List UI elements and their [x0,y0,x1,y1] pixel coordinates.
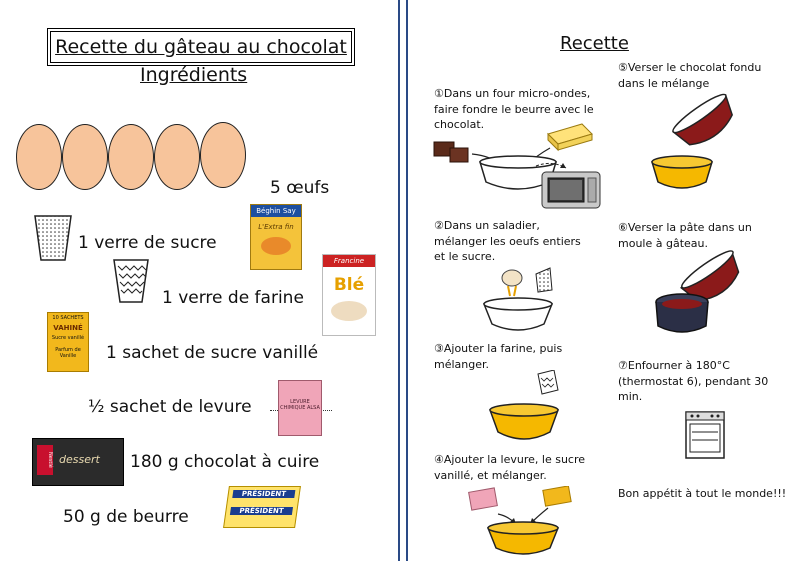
recipe-title: Recette du gâteau au chocolat [50,31,352,63]
yeast-sachet-icon [278,380,322,436]
step-5-number: ⑤ [618,61,628,74]
step-5-illustration [648,92,736,196]
butter-brand-bottom: PRÉSIDENT [230,507,293,515]
step-7 [618,358,788,405]
egg-icon [200,122,246,188]
ingredient-chocolate: 180 g chocolat à cuire [130,452,320,472]
step-3-number: ③ [434,342,444,355]
egg-icon [154,124,200,190]
page-spine [400,0,408,561]
chocolate-bar-icon [32,438,124,486]
step-1-number: ① [434,87,444,100]
sugar-name: L'Extra fin [258,223,294,231]
flour-name: Blé [333,275,365,295]
step-2-text: Dans un saladier, mélanger les oeufs entiers et le sucre. [434,219,581,263]
vanilla-bottom: Parfum de Vanille [55,347,81,359]
egg-icon [62,124,108,190]
step-5-text: Verser le chocolat fondu dans le mélange [618,61,762,90]
step-7-number: ⑦ [618,359,628,372]
vanilla-name: Sucre vanillé [51,335,85,341]
ingredient-butter: 50 g de beurre [63,507,189,527]
ingredient-eggs: 5 œufs [270,178,330,198]
oven-icon [684,410,726,460]
step-3-text: Ajouter la farine, puis mélanger. [434,342,563,371]
step-3 [434,341,594,372]
egg-icon [108,124,154,190]
step-6-number: ⑥ [618,221,628,234]
step-6-illustration [652,246,742,342]
step-2 [434,218,594,265]
egg-icon [16,124,62,190]
ingredient-flour: 1 verre de farine [162,288,304,308]
step-1-text: Dans un four micro-ondes, faire fondre le beurre avec le chocolat. [434,87,594,131]
chocolate-name: dessert [59,453,100,466]
sugar-box-icon [250,204,302,270]
ingredient-sugar: 1 verre de sucre [78,233,217,253]
sugar-glass-icon [33,214,73,262]
step-7-text: Enfourner à 180°C (thermostat 6), pendant 30 min. [618,359,769,403]
butter-pack-icon [223,486,301,528]
step-6-text: Verser la pâte dans un moule à gâteau. [618,221,752,250]
step-1-illustration [432,120,608,210]
vanilla-top: 10 SACHETS [52,315,84,321]
step-4-illustration [468,486,578,558]
step-4-number: ④ [434,453,444,466]
step-4-text: Ajouter la levure, le sucre vanillé, et mélanger. [434,453,586,482]
closing-message: Bon appétit à tout le monde!!! [618,487,787,500]
vanilla-brand: VAHINÉ [53,324,83,332]
recipe-steps-heading: Recette [560,33,629,54]
step-2-illustration [478,264,568,340]
ingredients-heading: Ingrédients [140,64,248,86]
vanilla-sugar-icon [47,312,89,372]
flour-brand: Francine [323,255,375,267]
step-3-illustration [486,370,566,448]
ingredient-vanilla-sugar: 1 sachet de sucre vanillé [106,343,319,363]
flour-glass-icon [112,258,150,304]
step-5 [618,60,778,91]
chocolate-brand: Nestlé [37,445,53,475]
butter-brand-top: PRÉSIDENT [232,490,295,498]
flour-package-icon [322,254,376,336]
step-2-number: ② [434,219,444,232]
sugar-brand: Béghin Say [251,205,301,217]
ingredient-yeast: ½ sachet de levure [88,397,252,417]
yeast-text: LEVURE CHIMIQUE ALSA [280,399,320,411]
step-4 [434,452,594,483]
